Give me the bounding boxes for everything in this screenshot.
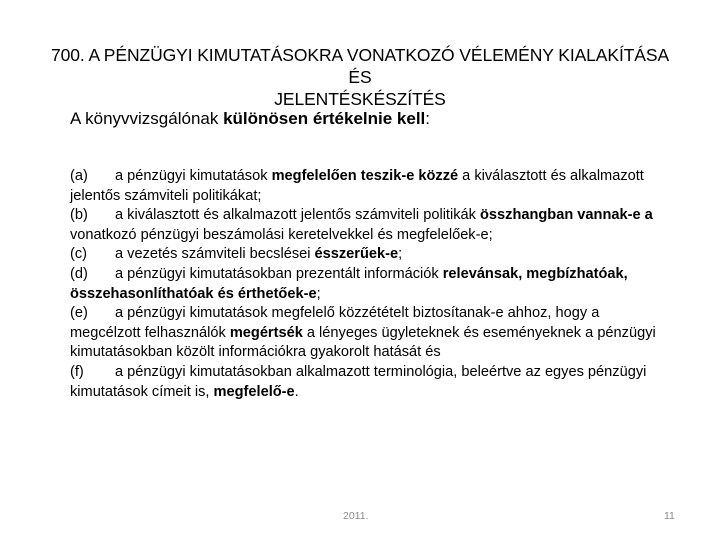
item-emphasis: megfelelően teszik-e közzé [271, 168, 459, 184]
list-item [70, 167, 670, 206]
slide-title-line-2: JELENTÉSKÉSZÍTÉS [274, 89, 446, 109]
item-text: a pénzügyi kimutatásokban prezentált információk [115, 265, 443, 282]
item-text: a pénzügyi kimutatások megfelelő közzétételt biztosítanak-e ahhoz, hogy a megcélzott felhasználók [70, 305, 600, 341]
intro-emphasis: különösen értékelnie kell [223, 109, 426, 128]
slide-title [40, 44, 680, 110]
item-text-end: vonatkozó pénzügyi beszámolási keretelvekkel és megfelelőek-e; [70, 226, 493, 243]
item-marker: (c) [70, 246, 88, 263]
page-number: 11 [664, 510, 675, 522]
item-emphasis: ésszerűek-e [314, 246, 399, 263]
item-text: a vezetés számviteli becslései [115, 246, 315, 263]
item-text-end: ; [398, 246, 403, 263]
item-text: a pénzügyi kimutatásokban alkalmazott terminológia, beleértve az egyes pénzügyi kimutatások címeit is, [70, 363, 647, 400]
item-marker: (d) [70, 265, 88, 282]
item-emphasis: megértsék [229, 324, 303, 341]
item-marker: (b) [70, 207, 88, 224]
list-item [70, 363, 670, 402]
item-marker: (e) [70, 305, 88, 322]
item-marker: (a) [70, 168, 88, 184]
list-item [70, 265, 670, 304]
list-item [70, 206, 670, 245]
item-emphasis: megfelelő-e [213, 383, 295, 400]
slide-title-line-1: 700. A PÉNZÜGYI KIMUTATÁSOKRA VONATKOZÓ VÉLEMÉNY KIALAKÍTÁSA ÉS [50, 45, 670, 87]
intro-sentence [70, 108, 430, 130]
list-item [70, 245, 670, 265]
item-text-end: ; [316, 285, 321, 302]
item-emphasis: összhangban vannak-e a [480, 207, 653, 224]
item-emphasis: relevánsak, megbízhatóak, összehasonlíthatóak és érthetőek-e [70, 265, 628, 302]
criteria-list [70, 167, 670, 402]
list-item [70, 304, 670, 363]
item-text-end: . [294, 383, 299, 400]
item-text: a pénzügyi kimutatások [115, 168, 272, 184]
item-marker: (f) [70, 363, 84, 380]
intro-colon: : [425, 109, 431, 128]
footer-date: 2011. [343, 510, 369, 522]
item-text: a kiválasztott és alkalmazott jelentős számviteli politikák [115, 207, 480, 224]
item-text-end: a kiválasztott és alkalmazott jelentős számviteli politikákat; [70, 168, 644, 204]
intro-text: A könyvvizsgálónak [70, 109, 224, 128]
item-text-end: a lényeges ügyleteknek és eseményeknek a pénzügyi kimutatásokban közölt információkra gyakorolt hatását és [70, 324, 656, 361]
